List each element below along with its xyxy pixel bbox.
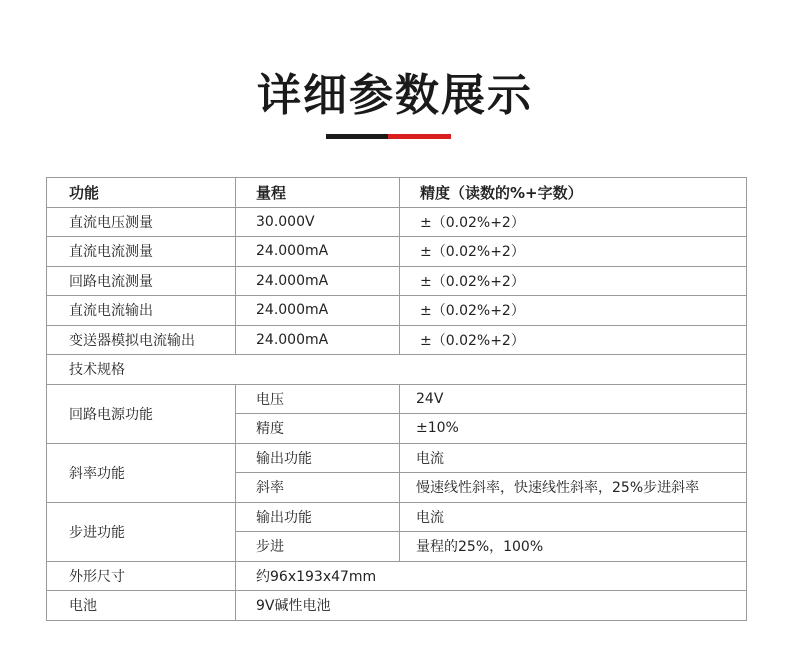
- spec-group-label: 步进功能: [47, 502, 236, 561]
- spec-sub-name: 斜率: [236, 473, 400, 503]
- row-function: 变送器模拟电流输出: [47, 325, 236, 355]
- simple-row-label: 外形尺寸: [47, 561, 236, 591]
- row-accuracy: ±（0.02%+2）: [400, 296, 747, 326]
- row-range: 24.000mA: [236, 296, 400, 326]
- table-row: [47, 237, 747, 267]
- spec-sub-value: 电流: [400, 443, 747, 473]
- header-range: 量程: [236, 178, 400, 208]
- row-accuracy: ±（0.02%+2）: [400, 325, 747, 355]
- row-function: 直流电流输出: [47, 296, 236, 326]
- table-row: [47, 296, 747, 326]
- spec-sub-value: ±10%: [400, 414, 747, 444]
- table-row: [47, 384, 747, 414]
- spec-sub-name: 电压: [236, 384, 400, 414]
- spec-sub-name: 精度: [236, 414, 400, 444]
- spec-section-label: 技术规格: [47, 355, 747, 385]
- table-row: [47, 443, 747, 473]
- simple-row-value: 9V碱性电池: [236, 591, 747, 621]
- spec-group-label: 斜率功能: [47, 443, 236, 502]
- table-header-row: [47, 178, 747, 208]
- header-function: 功能: [47, 178, 236, 208]
- section-row: [47, 355, 747, 385]
- row-range: 24.000mA: [236, 237, 400, 267]
- spec-sub-value: 24V: [400, 384, 747, 414]
- spec-table: [46, 177, 747, 621]
- title-underline-dark: [326, 134, 388, 139]
- spec-sub-value: 慢速线性斜率，快速线性斜率，25%步进斜率: [400, 473, 747, 503]
- row-function: 直流电流测量: [47, 237, 236, 267]
- spec-sub-value: 量程的25%，100%: [400, 532, 747, 562]
- header-accuracy: 精度（读数的%+字数）: [400, 178, 747, 208]
- spec-group-label: 回路电源功能: [47, 384, 236, 443]
- title-underline-red: [388, 134, 451, 139]
- row-accuracy: ±（0.02%+2）: [400, 237, 747, 267]
- simple-row-value: 约96x193x47mm: [236, 561, 747, 591]
- row-range: 30.000V: [236, 207, 400, 237]
- row-accuracy: ±（0.02%+2）: [400, 207, 747, 237]
- row-function: 直流电压测量: [47, 207, 236, 237]
- page-title: 详细参数展示: [257, 70, 533, 121]
- spec-sub-name: 步进: [236, 532, 400, 562]
- row-range: 24.000mA: [236, 325, 400, 355]
- table-row: [47, 266, 747, 296]
- spec-sub-name: 输出功能: [236, 502, 400, 532]
- table-row: [47, 591, 747, 621]
- simple-row-label: 电池: [47, 591, 236, 621]
- table-row: [47, 325, 747, 355]
- table-row: [47, 502, 747, 532]
- row-range: 24.000mA: [236, 266, 400, 296]
- table-row: [47, 561, 747, 591]
- table-row: [47, 207, 747, 237]
- row-accuracy: ±（0.02%+2）: [400, 266, 747, 296]
- spec-sub-value: 电流: [400, 502, 747, 532]
- spec-sub-name: 输出功能: [236, 443, 400, 473]
- row-function: 回路电流测量: [47, 266, 236, 296]
